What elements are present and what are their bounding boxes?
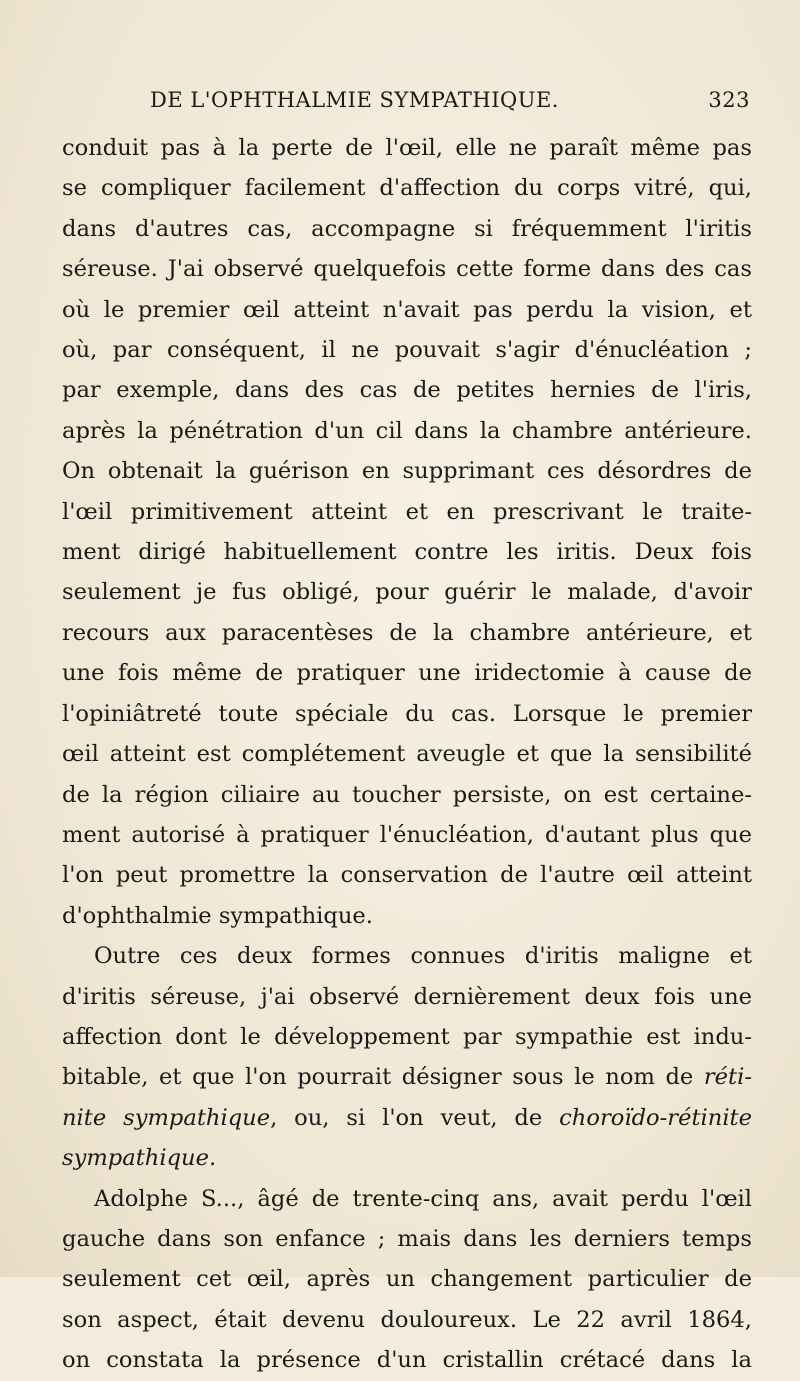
text-line: Adolphe S..., âgé de trente-cinq ans, avait perdu l'œil [94, 1185, 752, 1212]
text-line: où, par conséquent, il ne pouvait s'agir d'énucléation ; [62, 337, 752, 364]
text-line: ment autorisé à pratiquer l'énucléation, d'autant plus que [62, 821, 752, 848]
italic-term: nite sympathique [62, 1104, 271, 1131]
italic-term: choroïdo-rétinite [559, 1104, 752, 1131]
text-line: l'opiniâtreté toute spéciale du cas. Lorsque le premier [62, 700, 752, 727]
text-run: bitable, et que l'on pourrait désigner sous le nom de [62, 1064, 694, 1091]
text-line: son aspect, était devenu douloureux. Le 22 avril 1864, [62, 1306, 752, 1333]
body-text [62, 128, 752, 1381]
running-title: DE L'OPHTHALMIE SYMPATHIQUE. [150, 88, 559, 112]
text-line: de la région ciliaire au toucher persiste, on est certaine- [62, 781, 752, 808]
text-line: une fois même de pratiquer une iridectomie à cause de [62, 660, 752, 687]
text-line: conduit pas à la perte de l'œil, elle ne paraît même pas [62, 135, 752, 161]
italic-term: réti- [703, 1064, 752, 1091]
text-line: sympathique. [62, 1145, 217, 1172]
text-line: on constata la présence d'un cristallin crétacé dans la [62, 1347, 752, 1374]
text-run: , ou, si l'on veut, de [270, 1104, 543, 1131]
text-line: seulement cet œil, après un changement particulier de [62, 1266, 752, 1293]
text-line: ment dirigé habituellement contre les iritis. Deux fois [62, 539, 752, 566]
text-line: gauche dans son enfance ; mais dans les derniers temps [62, 1225, 752, 1252]
text-line: après la pénétration d'un cil dans la chambre antérieure. [62, 417, 752, 444]
text-line: l'œil primitivement atteint et en prescrivant le traite- [62, 498, 752, 525]
text-line: par exemple, dans des cas de petites hernies de l'iris, [62, 377, 752, 404]
text-line: dans d'autres cas, accompagne si fréquemment l'iritis [62, 215, 752, 242]
text-line: affection dont le développement par sympathie est indu- [62, 1023, 752, 1050]
text-line [62, 1098, 752, 1138]
text-line: Outre ces deux formes connues d'iritis maligne et [94, 943, 752, 970]
text-line: d'ophthalmie sympathique. [62, 902, 373, 929]
text-line [62, 1057, 752, 1097]
text-line: où le premier œil atteint n'avait pas perdu la vision, et [62, 296, 752, 323]
text-line: recours aux paracentèses de la chambre antérieure, et [62, 619, 752, 646]
text-line: séreuse. J'ai observé quelquefois cette forme dans des cas [62, 256, 752, 283]
page-header [150, 88, 750, 118]
text-line: On obtenait la guérison en supprimant ces désordres de [62, 458, 752, 485]
page-number: 323 [708, 88, 750, 112]
text-line: seulement je fus obligé, pour guérir le malade, d'avoir [62, 579, 752, 606]
text-line: d'iritis séreuse, j'ai observé dernièrement deux fois une [62, 983, 752, 1010]
text-line: l'on peut promettre la conservation de l'autre œil atteint [62, 862, 752, 889]
text-line: se compliquer facilement d'affection du corps vitré, qui, [62, 175, 752, 202]
text-line: œil atteint est complétement aveugle et que la sensibilité [62, 741, 752, 768]
